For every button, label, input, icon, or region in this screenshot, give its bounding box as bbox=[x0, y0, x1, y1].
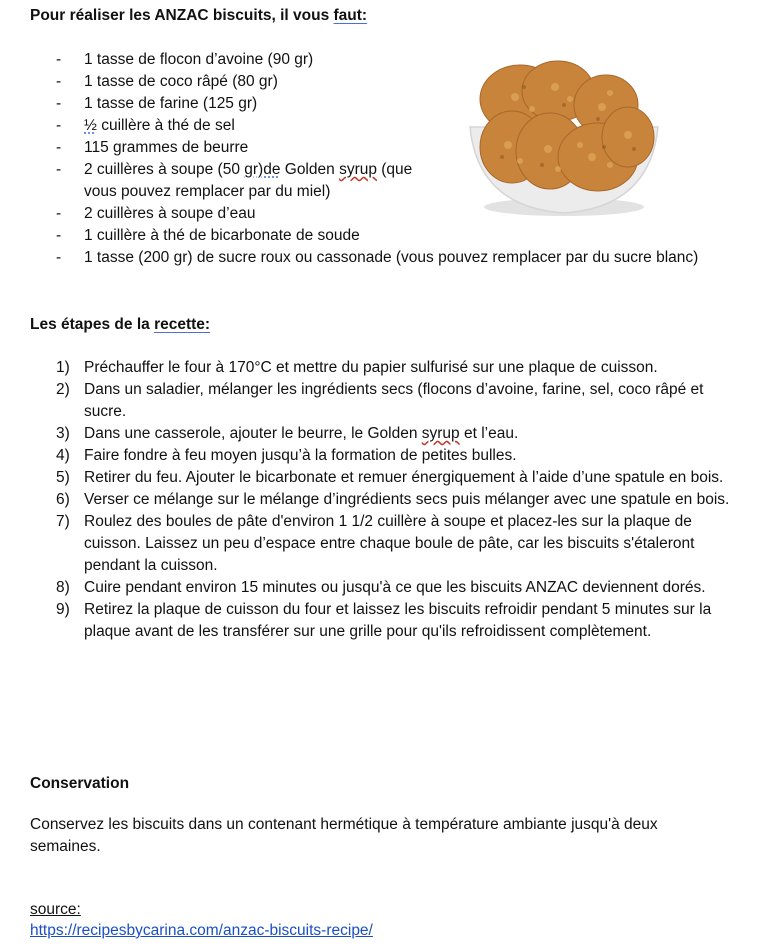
ingredient-text: 115 grammes de beurre bbox=[84, 139, 249, 156]
step-number: 3) bbox=[56, 425, 70, 442]
step-item bbox=[30, 357, 730, 379]
steps-list bbox=[30, 357, 730, 643]
step-text: Verser ce mélange sur le mélange d’ingrédients secs puis mélanger avec une spatule en bois. bbox=[84, 491, 730, 508]
ingredient-text: 2 cuillères à soupe d’eau bbox=[84, 205, 256, 222]
source-label: source: bbox=[30, 901, 81, 918]
ingredient-text: (que bbox=[376, 161, 413, 178]
steps-heading bbox=[30, 314, 210, 336]
ingredient-text: cuillère à thé de sel bbox=[96, 117, 235, 134]
step-number: 2) bbox=[56, 381, 70, 398]
step-spelling-mark: syrup bbox=[421, 425, 460, 442]
step-text: Dans une casserole, ajouter le beurre, le Golden bbox=[84, 425, 422, 442]
step-item bbox=[30, 511, 730, 577]
step-number: 8) bbox=[56, 579, 70, 596]
step-item bbox=[30, 577, 730, 599]
ingredient-text: vous pouvez remplacer par du miel) bbox=[84, 183, 331, 200]
step-number: 7) bbox=[56, 513, 70, 530]
ingredients-heading-underlined: faut: bbox=[333, 7, 368, 24]
step-text: Faire fondre à feu moyen jusqu’à la formation de petites bulles. bbox=[84, 447, 517, 464]
step-text: Retirer du feu. Ajouter le bicarbonate et remuer énergiquement à l’aide d’une spatule en bois. bbox=[84, 469, 724, 486]
step-text: Roulez des boules de pâte d'environ 1 1/2 cuillère à soupe et placez-les sur la plaque de cuisson. Laissez un peu d’espace entre chaque boule de pâte, car les biscuits s'étaleront pendant la cuisson. bbox=[84, 513, 695, 574]
ingredient-text: 1 tasse de coco râpé (80 gr) bbox=[84, 73, 278, 90]
conservation-heading: Conservation bbox=[30, 775, 130, 792]
step-item bbox=[30, 599, 730, 643]
ingredient-fraction: ½ bbox=[84, 117, 97, 134]
step-number: 6) bbox=[56, 491, 70, 508]
step-number: 9) bbox=[56, 601, 70, 618]
conservation-text: Conservez les biscuits dans un contenant hermétique à température ambiante jusqu'à deux semaines. bbox=[30, 816, 658, 855]
ingredient-item bbox=[30, 247, 720, 269]
step-item bbox=[30, 489, 730, 511]
step-number: 5) bbox=[56, 469, 70, 486]
step-item bbox=[30, 445, 730, 467]
step-text: et l’eau. bbox=[459, 425, 519, 442]
ingredient-grammar-mark: gr)de bbox=[244, 161, 281, 178]
ingredient-text: 1 tasse (200 gr) de sucre roux ou cassonade (vous pouvez remplacer par du sucre blanc) bbox=[84, 249, 699, 266]
step-item bbox=[30, 379, 730, 423]
step-item bbox=[30, 467, 730, 489]
ingredient-text: 1 tasse de farine (125 gr) bbox=[84, 95, 258, 112]
ingredient-text: 2 cuillères à soupe (50 bbox=[84, 161, 245, 178]
step-text: Préchauffer le four à 170°C et mettre du papier sulfurisé sur une plaque de cuisson. bbox=[84, 359, 658, 376]
step-number: 1) bbox=[56, 359, 70, 376]
step-item bbox=[30, 423, 730, 445]
ingredient-item bbox=[30, 225, 720, 247]
step-number: 4) bbox=[56, 447, 70, 464]
steps-heading-underlined: recette: bbox=[154, 316, 211, 333]
ingredients-heading bbox=[30, 5, 367, 27]
source-link[interactable]: https://recipesbycarina.com/anzac-biscuits-recipe/ bbox=[30, 922, 373, 939]
step-text: Cuire pendant environ 15 minutes ou jusqu'à ce que les biscuits ANZAC deviennent dorés. bbox=[84, 579, 706, 596]
ingredient-text: 1 cuillère à thé de bicarbonate de soude bbox=[84, 227, 360, 244]
step-text: Dans un saladier, mélanger les ingrédients secs (flocons d’avoine, farine, sel, coco râpé et sucre. bbox=[84, 381, 704, 420]
anzac-biscuits-bowl-image bbox=[460, 57, 665, 222]
step-text: Retirez la plaque de cuisson du four et laissez les biscuits refroidir pendant 5 minutes sur la plaque avant de les transférer sur une grille pour qu'ils refroidissent complètement. bbox=[84, 601, 712, 640]
ingredient-text: 1 tasse de flocon d’avoine (90 gr) bbox=[84, 51, 314, 68]
ingredient-text: Golden bbox=[280, 161, 340, 178]
steps-heading-text: Les étapes de la bbox=[30, 316, 155, 333]
ingredients-heading-text: Pour réaliser les ANZAC biscuits, il vous bbox=[30, 7, 334, 24]
ingredient-spelling-mark: syrup bbox=[339, 161, 377, 178]
